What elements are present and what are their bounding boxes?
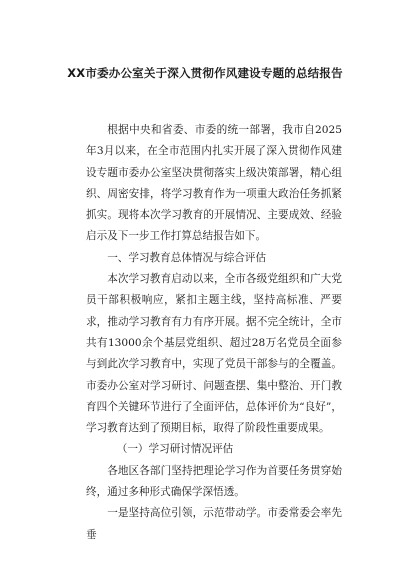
intro-paragraph: 根据中央和省委、市委的统一部署，我市自2025年3月以来，在全市范围内扎实开展了深入贯彻作风建设专题市委办公室坚决贯彻落实上级决策部署，精心组织、周密安排，将学习教育作为一项重大政治任务抓紧抓实。现将本次学习教育的开展情况、主要成效、经验启示及下一步工作打算总结报告如下。 — [86, 124, 342, 243]
body-paragraph: 本次学习教育启动以来，全市各级党组织和广大党员干部积极响应，紧扣主题主线，坚持高标准、严要求，推动学习教育有力有序开展。据不完全统计，全市共有13000余个基层党组织、超过28万名党员全面参与到此次学习教育中，实现了党员干部参与的全覆盖。市委办公室对学习研讨、问题查摆、集中整治、开门教育四个关键环节进行了全面评估，总体评价为“良好”，学习教育达到了预期目标，取得了阶段性重要成果。 — [86, 273, 342, 435]
body-paragraph: 各地区各部门坚持把理论学习作为首要任务贯穿始终，通过多种形式确保学深悟透。 — [86, 464, 342, 499]
body-paragraph: 一是坚持高位引领，示范带动学。市委常委会率先垂 — [86, 507, 342, 541]
document-title: XX市委办公室关于深入贯彻作风建设专题的总结报告 — [67, 66, 343, 80]
document-body — [86, 120, 342, 546]
subsection-heading: （一）学习研讨情况评估 — [116, 443, 234, 456]
section-heading: 一、学习教育总体情况与综合评估 — [107, 251, 267, 264]
